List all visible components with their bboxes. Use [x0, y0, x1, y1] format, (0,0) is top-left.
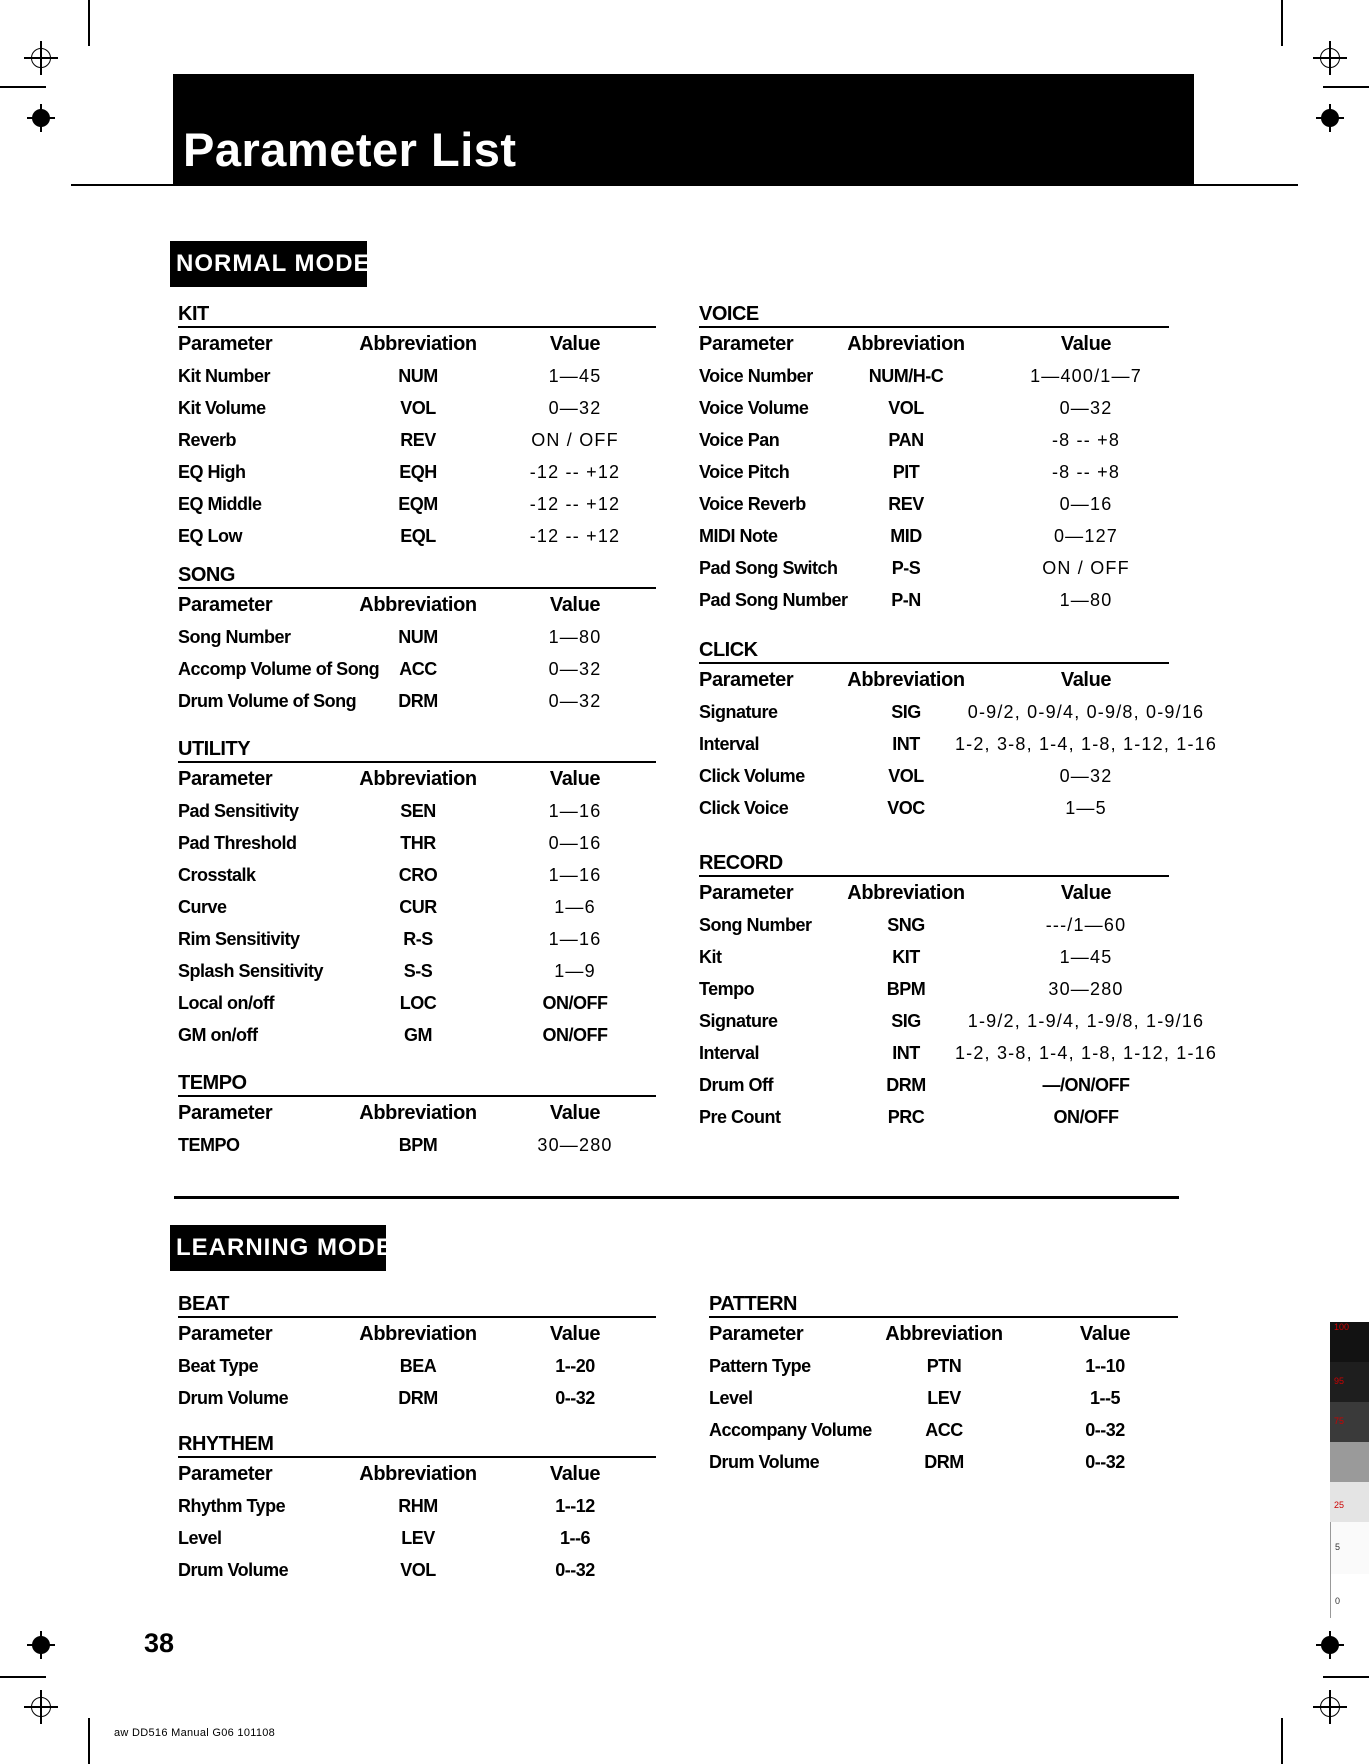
- param-value: 30—280: [537, 1135, 613, 1155]
- param-abbreviation: INT: [892, 734, 920, 754]
- table-row: [178, 1019, 656, 1051]
- param-name: GM on/off: [178, 1025, 258, 1045]
- param-abbreviation: VOC: [887, 798, 925, 818]
- param-name: Drum Off: [699, 1075, 773, 1095]
- table-row: [699, 1101, 1169, 1133]
- page-title: Parameter List: [183, 123, 517, 176]
- param-value: 0—127: [1053, 526, 1119, 546]
- table-header: [178, 589, 656, 621]
- header-parameter: Parameter: [178, 1463, 273, 1485]
- param-abbreviation: S-S: [403, 961, 433, 981]
- param-name: Reverb: [178, 430, 237, 450]
- registration-mark-icon: [24, 41, 58, 75]
- param-abbreviation: R-S: [403, 929, 433, 949]
- color-calibration-strip: [1330, 1322, 1369, 1618]
- section-title: CLICK: [699, 639, 758, 661]
- strip-label: 100: [1334, 1322, 1350, 1332]
- param-name: Interval: [699, 734, 760, 754]
- param-value: 0--32: [555, 1560, 595, 1580]
- header-parameter: Parameter: [699, 333, 794, 355]
- header-abbreviation: Abbreviation: [847, 669, 965, 691]
- param-name: Voice Number: [699, 366, 813, 386]
- param-value: 0—16: [1059, 494, 1113, 514]
- table-row: [699, 792, 1169, 824]
- param-name: Voice Volume: [699, 398, 809, 418]
- param-value: ON / OFF: [1042, 558, 1130, 578]
- param-value: 1—400/1—7: [1030, 366, 1142, 386]
- header-parameter: Parameter: [178, 1323, 273, 1345]
- param-value: 0--32: [555, 1388, 595, 1408]
- utility-section: [178, 737, 656, 1051]
- table-row: [178, 1350, 656, 1382]
- header-parameter: Parameter: [699, 669, 794, 691]
- param-abbreviation: PRC: [887, 1107, 925, 1127]
- print-footer: aw DD516 Manual G06 101108: [114, 1727, 276, 1739]
- param-value: 1--12: [555, 1496, 595, 1516]
- param-value: ON / OFF: [531, 430, 619, 450]
- strip-step: [1330, 1362, 1369, 1402]
- table-row: [178, 923, 656, 955]
- param-abbreviation: P-N: [891, 590, 921, 610]
- param-name: Level: [178, 1528, 222, 1548]
- param-value: 1-2, 3-8, 1-4, 1-8, 1-12, 1-16: [954, 1043, 1218, 1063]
- param-name: Tempo: [699, 979, 755, 999]
- section-title: VOICE: [699, 303, 759, 325]
- param-name: Crosstalk: [178, 865, 256, 885]
- table-row: [178, 520, 656, 552]
- param-abbreviation: EQH: [399, 462, 437, 482]
- param-abbreviation: ACC: [399, 659, 437, 679]
- table-row: [699, 1005, 1205, 1037]
- param-abbreviation: DRM: [398, 1388, 438, 1408]
- param-value: 0—32: [548, 659, 602, 679]
- table-row: [709, 1382, 1178, 1414]
- param-abbreviation: NUM: [398, 627, 438, 647]
- param-abbreviation: VOL: [400, 398, 436, 418]
- strip-label: 5: [1335, 1542, 1341, 1552]
- registration-mark-icon: [1313, 1690, 1347, 1724]
- param-abbreviation: CUR: [399, 897, 437, 917]
- header-value: Value: [1060, 882, 1112, 904]
- param-abbreviation: BEA: [399, 1356, 437, 1376]
- param-name: Rim Sensitivity: [178, 929, 300, 949]
- param-abbreviation: SIG: [891, 702, 921, 722]
- section-divider: [174, 1196, 1179, 1199]
- param-name: Drum Volume: [709, 1452, 820, 1472]
- param-abbreviation: EQM: [398, 494, 438, 514]
- param-abbreviation: GM: [404, 1025, 432, 1045]
- table-row: [699, 909, 1169, 941]
- normal-mode-label: NORMAL MODE: [170, 241, 367, 287]
- header-abbreviation: Abbreviation: [359, 1463, 477, 1485]
- param-abbreviation: RHM: [398, 1496, 438, 1516]
- param-abbreviation: VOL: [400, 1560, 436, 1580]
- param-value: 1—45: [548, 366, 602, 386]
- param-value: 1—80: [548, 627, 602, 647]
- param-value: 1—16: [548, 865, 602, 885]
- section-title: SONG: [178, 564, 235, 586]
- param-abbreviation: SIG: [891, 1011, 921, 1031]
- table-header: [699, 328, 1169, 360]
- table-row: [709, 1414, 1178, 1446]
- param-value: 1—45: [1059, 947, 1113, 967]
- param-value: ON/OFF: [542, 993, 608, 1013]
- param-abbreviation: DRM: [886, 1075, 926, 1095]
- param-value: ---/1—60: [1045, 915, 1127, 935]
- param-value: -12 -- +12: [529, 526, 621, 546]
- header-abbreviation: Abbreviation: [359, 333, 477, 355]
- param-value: ON/OFF: [1053, 1107, 1119, 1127]
- voice-section: [699, 302, 1169, 616]
- header-abbreviation: Abbreviation: [847, 882, 965, 904]
- registration-dot-icon: [1319, 107, 1341, 129]
- header-value: Value: [1060, 333, 1112, 355]
- param-name: Rhythm Type: [178, 1496, 286, 1516]
- table-row: [178, 795, 656, 827]
- param-abbreviation: DRM: [924, 1452, 964, 1472]
- table-row: [178, 1522, 656, 1554]
- param-abbreviation: REV: [888, 494, 924, 514]
- table-row: [699, 973, 1169, 1005]
- table-row: [178, 360, 656, 392]
- table-row: [178, 621, 656, 653]
- param-value: 1--5: [1089, 1388, 1121, 1408]
- param-value: 1--6: [559, 1528, 591, 1548]
- header-value: Value: [1060, 669, 1112, 691]
- param-value: 0--32: [1085, 1452, 1125, 1472]
- table-row: [178, 456, 656, 488]
- param-name: Pattern Type: [709, 1356, 811, 1376]
- table-header: [178, 1458, 656, 1490]
- param-name: Level: [709, 1388, 753, 1408]
- record-section: [699, 851, 1218, 1133]
- table-row: [178, 653, 656, 685]
- param-name: Splash Sensitivity: [178, 961, 324, 981]
- param-name: MIDI Note: [699, 526, 778, 546]
- param-value: 1—6: [554, 897, 596, 917]
- registration-mark-icon: [24, 1690, 58, 1724]
- param-name: Pad Sensitivity: [178, 801, 299, 821]
- table-row: [699, 1037, 1218, 1069]
- registration-mark-icon: [1313, 41, 1347, 75]
- table-row: [178, 424, 656, 456]
- header-value: Value: [549, 333, 601, 355]
- section-title: RHYTHEM: [178, 1433, 274, 1455]
- param-abbreviation: VOL: [888, 398, 924, 418]
- table-row: [178, 685, 656, 717]
- strip-step: [1330, 1574, 1369, 1618]
- table-header: [699, 877, 1169, 909]
- param-value: —/ON/OFF: [1042, 1075, 1130, 1095]
- table-row: [178, 987, 656, 1019]
- table-row: [699, 392, 1169, 424]
- section-title: RECORD: [699, 852, 783, 874]
- header-rule: [71, 184, 1298, 186]
- param-name: Pad Threshold: [178, 833, 297, 853]
- param-name: EQ High: [178, 462, 246, 482]
- header-parameter: Parameter: [178, 768, 273, 790]
- table-row: [699, 520, 1169, 552]
- param-name: Accompany Volume: [709, 1420, 872, 1440]
- param-abbreviation: VOL: [888, 766, 924, 786]
- section-title: KIT: [178, 303, 209, 325]
- header-abbreviation: Abbreviation: [359, 768, 477, 790]
- header-parameter: Parameter: [178, 1102, 273, 1124]
- param-name: Voice Reverb: [699, 494, 806, 514]
- param-value: -8 -- +8: [1051, 430, 1121, 450]
- table-header: [178, 1318, 656, 1350]
- param-name: Pad Song Number: [699, 590, 848, 610]
- pattern-section: [709, 1292, 1178, 1478]
- param-name: Interval: [699, 1043, 760, 1063]
- table-row: [178, 827, 656, 859]
- strip-step: [1330, 1482, 1369, 1522]
- trim-mark: [0, 1676, 46, 1678]
- table-header: [178, 328, 656, 360]
- table-header: [709, 1318, 1178, 1350]
- strip-step: [1330, 1322, 1369, 1362]
- param-abbreviation: NUM: [398, 366, 438, 386]
- header-value: Value: [549, 1323, 601, 1345]
- table-row: [699, 584, 1169, 616]
- strip-step: [1330, 1442, 1369, 1482]
- registration-dot-icon: [30, 1634, 52, 1656]
- param-abbreviation: REV: [400, 430, 436, 450]
- param-name: Drum Volume: [178, 1560, 289, 1580]
- table-row: [178, 1554, 656, 1586]
- param-name: Accomp Volume of Song: [178, 659, 380, 679]
- param-name: Click Volume: [699, 766, 805, 786]
- header-parameter: Parameter: [178, 594, 273, 616]
- param-value: 30—280: [1048, 979, 1124, 999]
- table-row: [699, 424, 1169, 456]
- param-abbreviation: EQL: [400, 526, 436, 546]
- param-abbreviation: PTN: [926, 1356, 962, 1376]
- table-row: [178, 1382, 656, 1414]
- param-name: Signature: [699, 702, 778, 722]
- param-name: Click Voice: [699, 798, 789, 818]
- page-number: 38: [144, 1628, 175, 1658]
- param-name: Kit Number: [178, 366, 271, 386]
- param-abbreviation: BPM: [886, 979, 926, 999]
- param-name: EQ Middle: [178, 494, 262, 514]
- param-abbreviation: DRM: [398, 691, 438, 711]
- table-row: [178, 891, 656, 923]
- learning-mode-label: LEARNING MODE: [170, 1225, 386, 1271]
- table-row: [699, 456, 1169, 488]
- param-name: Voice Pan: [699, 430, 780, 450]
- trim-mark: [1281, 0, 1283, 46]
- trim-mark: [1323, 1676, 1369, 1678]
- header-value: Value: [549, 1463, 601, 1485]
- tempo-section: [178, 1071, 656, 1161]
- header-abbreviation: Abbreviation: [359, 1323, 477, 1345]
- strip-label: 75: [1334, 1416, 1345, 1426]
- param-name: Beat Type: [178, 1356, 259, 1376]
- param-name: Curve: [178, 897, 227, 917]
- strip-label: 95: [1334, 1376, 1345, 1386]
- param-value: 1--20: [555, 1356, 595, 1376]
- table-row: [699, 941, 1169, 973]
- param-abbreviation: LEV: [401, 1528, 435, 1548]
- param-abbreviation: THR: [400, 833, 436, 853]
- table-row: [699, 760, 1169, 792]
- kit-section: [178, 302, 656, 552]
- param-name: Drum Volume of Song: [178, 691, 357, 711]
- param-value: 0—32: [1059, 766, 1113, 786]
- header-value: Value: [549, 1102, 601, 1124]
- strip-label: 25: [1334, 1500, 1345, 1510]
- param-value: 0-9/2, 0-9/4, 0-9/8, 0-9/16: [967, 702, 1205, 722]
- param-name: Local on/off: [178, 993, 274, 1013]
- header-parameter: Parameter: [709, 1323, 804, 1345]
- param-value: 0—16: [548, 833, 602, 853]
- param-value: 1—80: [1059, 590, 1113, 610]
- header-abbreviation: Abbreviation: [359, 1102, 477, 1124]
- param-abbreviation: BPM: [398, 1135, 438, 1155]
- trim-mark: [88, 0, 90, 46]
- param-abbreviation: LOC: [399, 993, 437, 1013]
- param-name: Song Number: [699, 915, 812, 935]
- param-value: 0—32: [548, 691, 602, 711]
- param-abbreviation: KIT: [892, 947, 920, 967]
- trim-mark: [88, 1718, 90, 1764]
- table-row: [699, 696, 1205, 728]
- param-abbreviation: ACC: [925, 1420, 963, 1440]
- param-value: 1-9/2, 1-9/4, 1-9/8, 1-9/16: [967, 1011, 1205, 1031]
- param-value: 1—5: [1065, 798, 1107, 818]
- header-value: Value: [549, 594, 601, 616]
- param-value: 0—32: [1059, 398, 1113, 418]
- table-row: [178, 955, 656, 987]
- trim-mark: [1323, 86, 1369, 88]
- param-value: -12 -- +12: [529, 462, 621, 482]
- section-title: PATTERN: [709, 1293, 797, 1315]
- table-row: [178, 1129, 656, 1161]
- section-title: UTILITY: [178, 738, 251, 760]
- param-name: Pad Song Switch: [699, 558, 838, 578]
- header-value: Value: [549, 768, 601, 790]
- table-row: [699, 552, 1169, 584]
- param-value: 0—32: [548, 398, 602, 418]
- song-section: [178, 563, 656, 717]
- strip-label: 0: [1335, 1596, 1341, 1606]
- param-abbreviation: PIT: [892, 462, 920, 482]
- table-row: [699, 728, 1218, 760]
- registration-dot-icon: [30, 107, 52, 129]
- table-row: [178, 859, 656, 891]
- param-abbreviation: SNG: [887, 915, 925, 935]
- header-value: Value: [1079, 1323, 1131, 1345]
- strip-step: [1330, 1402, 1369, 1442]
- table-row: [699, 1069, 1169, 1101]
- section-title: BEAT: [178, 1293, 229, 1315]
- param-name: TEMPO: [178, 1135, 240, 1155]
- table-row: [699, 488, 1169, 520]
- param-name: Voice Pitch: [699, 462, 790, 482]
- param-value: 1--10: [1085, 1356, 1125, 1376]
- trim-mark: [1281, 1718, 1283, 1764]
- param-name: Kit: [699, 947, 722, 967]
- strip-step: [1330, 1522, 1369, 1574]
- param-value: -8 -- +8: [1051, 462, 1121, 482]
- param-name: EQ Low: [178, 526, 242, 546]
- click-section: [699, 638, 1218, 824]
- rhythem-section: [178, 1432, 656, 1586]
- param-value: 0--32: [1085, 1420, 1125, 1440]
- header-parameter: Parameter: [178, 333, 273, 355]
- registration-dot-icon: [1319, 1634, 1341, 1656]
- header-abbreviation: Abbreviation: [885, 1323, 1003, 1345]
- param-abbreviation: PAN: [888, 430, 924, 450]
- param-value: -12 -- +12: [529, 494, 621, 514]
- table-row: [178, 488, 656, 520]
- param-abbreviation: P-S: [891, 558, 921, 578]
- param-name: Signature: [699, 1011, 778, 1031]
- param-abbreviation: LEV: [927, 1388, 961, 1408]
- param-value: 1—16: [548, 801, 602, 821]
- param-abbreviation: NUM/H-C: [868, 366, 944, 386]
- table-header: [178, 1097, 656, 1129]
- table-row: [699, 360, 1169, 392]
- trim-mark: [0, 86, 46, 88]
- param-abbreviation: MID: [890, 526, 922, 546]
- table-header: [699, 664, 1169, 696]
- param-name: Kit Volume: [178, 398, 266, 418]
- param-value: ON/OFF: [542, 1025, 608, 1045]
- param-name: Pre Count: [699, 1107, 781, 1127]
- param-abbreviation: INT: [892, 1043, 920, 1063]
- table-row: [178, 1490, 656, 1522]
- table-header: [178, 763, 656, 795]
- param-value: 1-2, 3-8, 1-4, 1-8, 1-12, 1-16: [954, 734, 1218, 754]
- param-abbreviation: CRO: [398, 865, 438, 885]
- table-row: [709, 1446, 1178, 1478]
- header-abbreviation: Abbreviation: [359, 594, 477, 616]
- table-row: [709, 1350, 1178, 1382]
- param-name: Song Number: [178, 627, 291, 647]
- param-value: 1—9: [554, 961, 596, 981]
- section-title: TEMPO: [178, 1072, 247, 1094]
- header-abbreviation: Abbreviation: [847, 333, 965, 355]
- beat-section: [178, 1292, 656, 1414]
- param-name: Drum Volume: [178, 1388, 289, 1408]
- table-row: [178, 392, 656, 424]
- param-abbreviation: SEN: [400, 801, 436, 821]
- header-parameter: Parameter: [699, 882, 794, 904]
- param-value: 1—16: [548, 929, 602, 949]
